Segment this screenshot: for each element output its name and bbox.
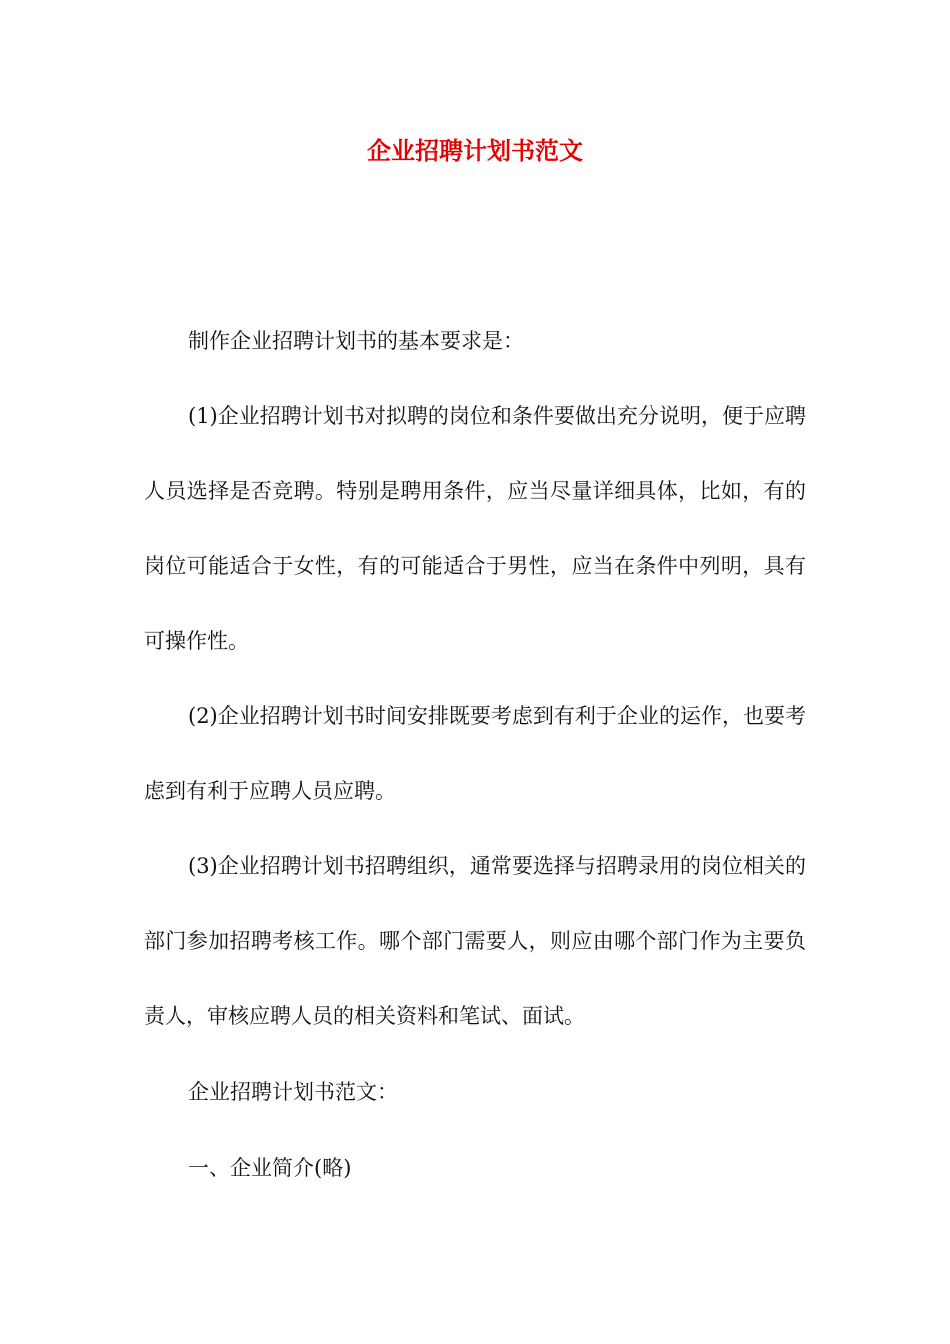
document-body: [144, 322, 806, 1225]
paragraph-intro: 制作企业招聘计划书的基本要求是：: [188, 329, 524, 353]
paragraph-requirement-3: (3)企业招聘计划书招聘组织，通常要选择与招聘录用的岗位相关的部门参加招聘考核工作。哪个部门需要人，则应由哪个部门作为主要负责人，审核应聘人员的相关资料和笔试、面试。: [144, 854, 806, 1028]
section-heading-company-intro: 一、企业简介(略): [188, 1156, 352, 1180]
paragraph-requirement-2: (2)企业招聘计划书时间安排既要考虑到有利于企业的运作，也要考虑到有利于应聘人员应聘。: [144, 704, 806, 803]
paragraph-sample-heading: 企业招聘计划书范文：: [188, 1080, 398, 1104]
document-title: 企业招聘计划书范文: [367, 137, 583, 165]
paragraph-requirement-1: (1)企业招聘计划书对拟聘的岗位和条件要做出充分说明，便于应聘人员选择是否竞聘。特别是聘用条件，应当尽量详细具体，比如，有的岗位可能适合于女性，有的可能适合于男性，应当在条件中列明，具有可操作性。: [144, 404, 806, 653]
